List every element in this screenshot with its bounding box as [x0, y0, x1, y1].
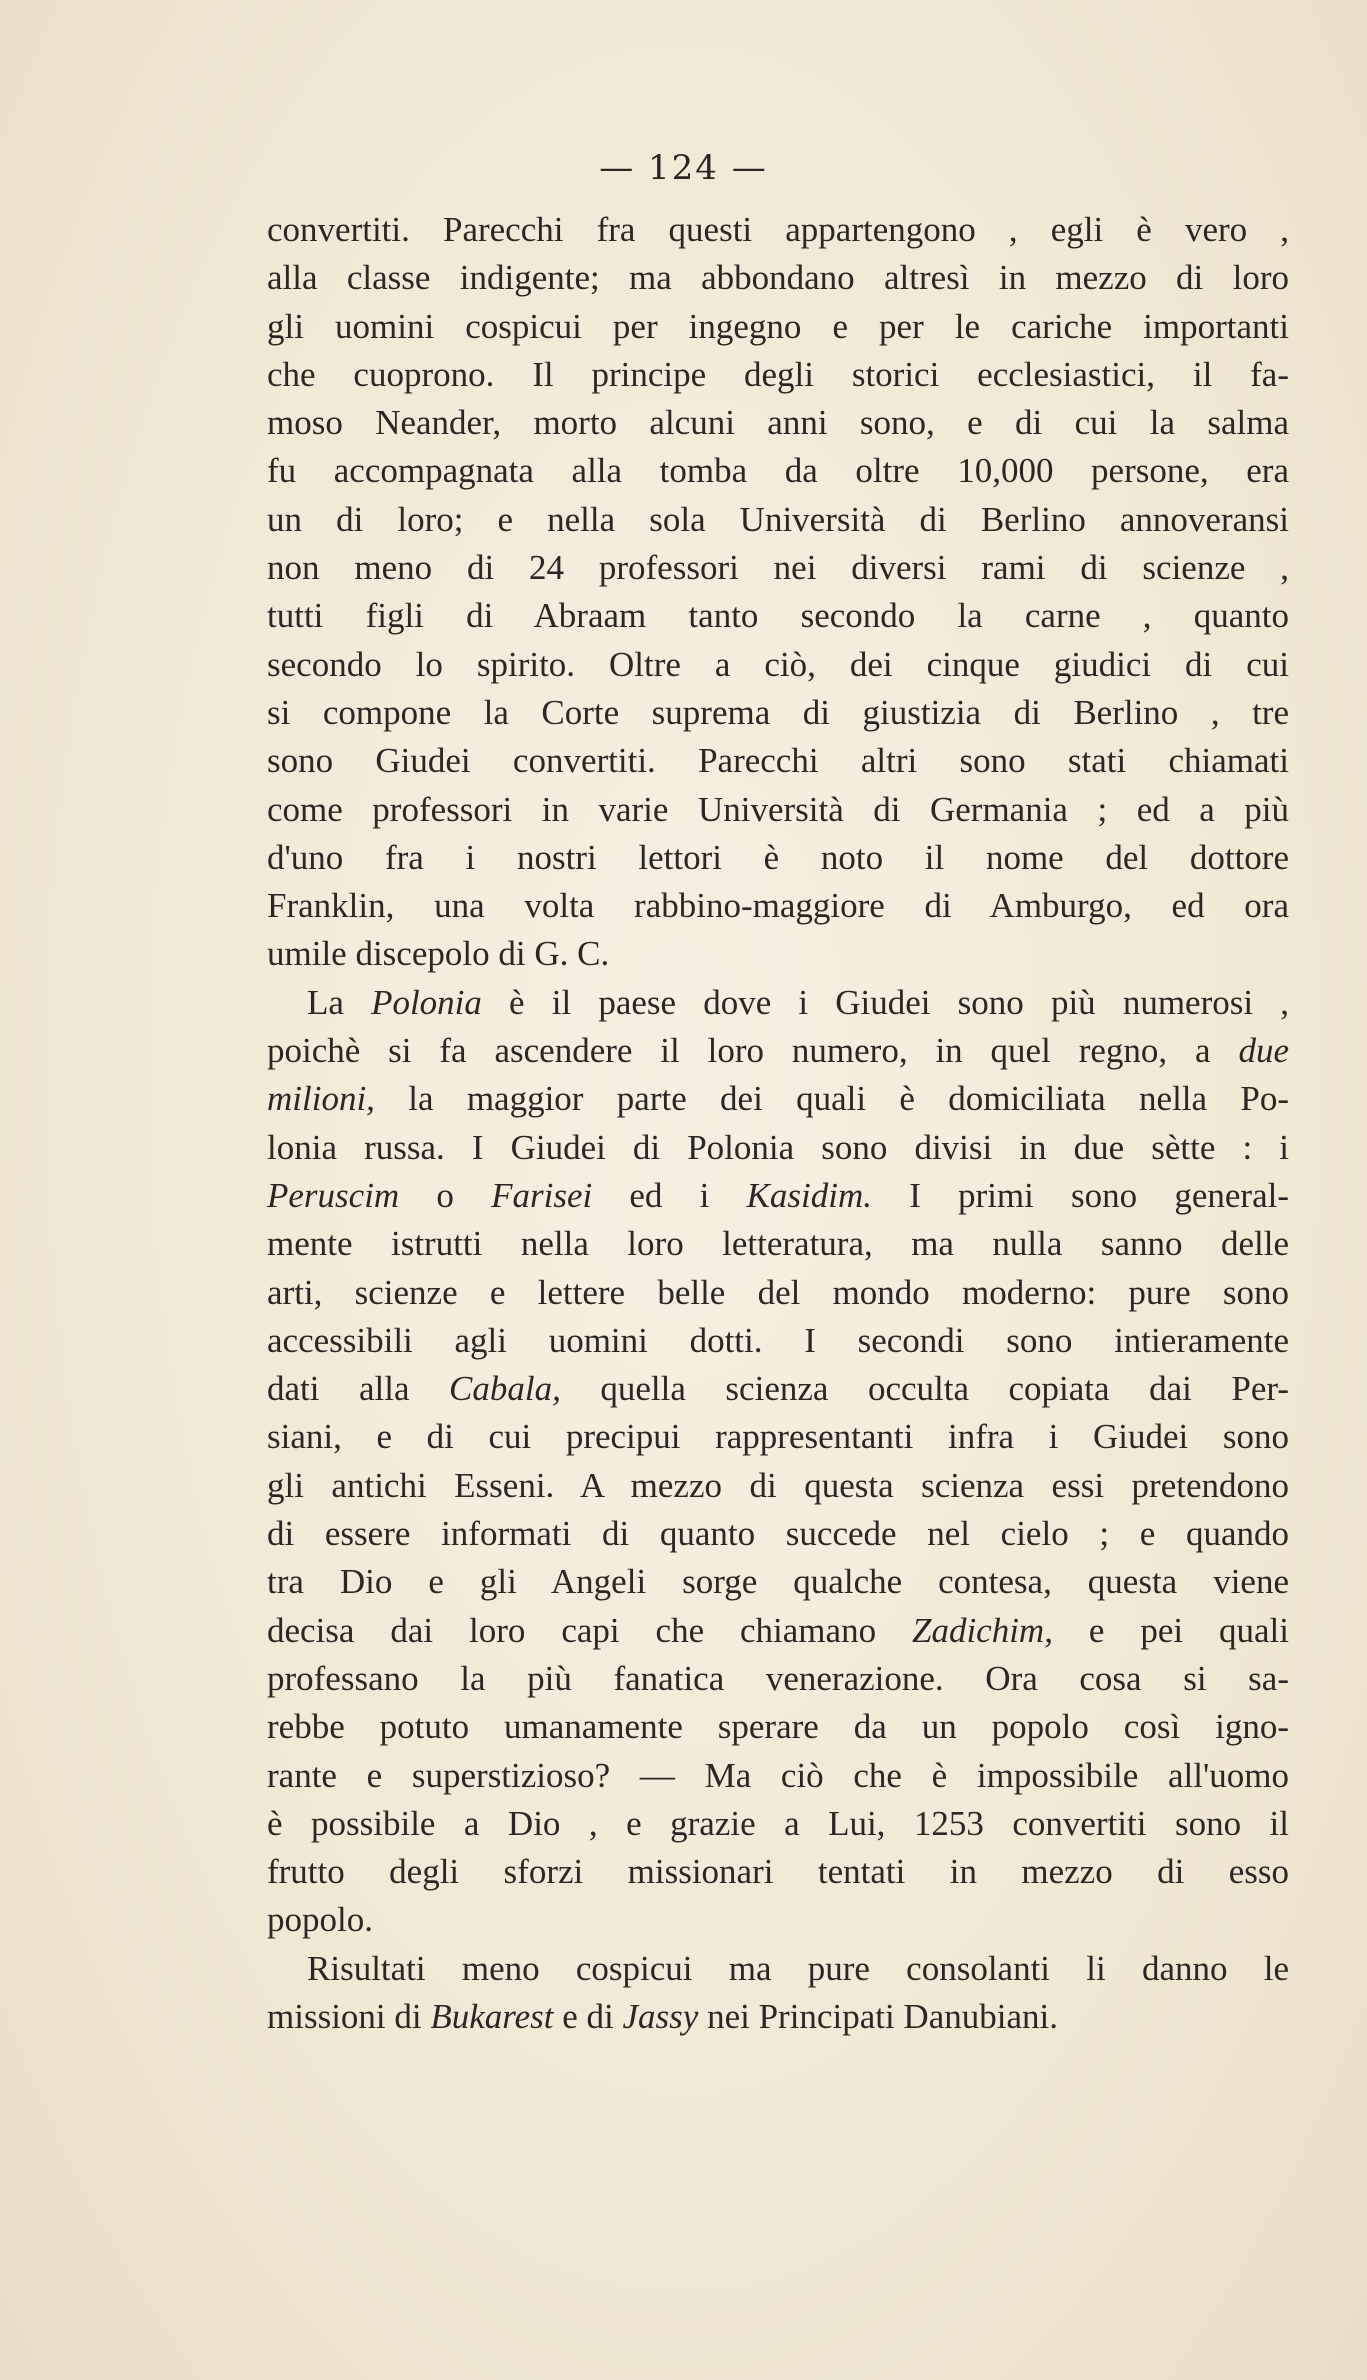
text-line-content: Risultati meno cospicui ma pure consolanti li danno le	[307, 1948, 1289, 1988]
text-line	[267, 1075, 1289, 1123]
text-line	[267, 930, 1289, 978]
text-line-content: non meno di 24 professori nei diversi rami di scienze ,	[267, 548, 1289, 588]
text-line	[267, 1703, 1289, 1751]
text-segment: è il paese dove i Giudei sono più numerosi ,	[481, 982, 1289, 1022]
text-line-content: sono Giudei convertiti. Parecchi altri sono stati chiamati	[267, 741, 1289, 781]
text-line-content: professano la più fanatica venerazione. Ora cosa si sa-	[267, 1658, 1289, 1698]
text-line	[267, 1800, 1289, 1848]
text-segment: quella scienza occulta copiata dai Per-	[560, 1369, 1289, 1409]
italic-text: due	[1238, 1031, 1289, 1071]
text-line-content: fu accompagnata alla tomba da oltre 10,000 persone, era	[267, 451, 1289, 491]
page-number: — 124 —	[599, 148, 768, 188]
text-line	[267, 1269, 1289, 1317]
text-line	[267, 979, 1289, 1027]
text-line-content: si compone la Corte suprema di giustizia di Berlino , tre	[267, 692, 1289, 732]
text-line	[267, 1027, 1289, 1075]
text-segment: dati alla	[267, 1369, 450, 1409]
text-segment: La	[307, 982, 372, 1022]
text-segment: decisa dai loro capi che chiamano	[267, 1610, 912, 1650]
text-line	[267, 689, 1289, 737]
text-line	[267, 206, 1289, 254]
italic-text: Farisei	[491, 1175, 593, 1215]
text-segment: missioni di	[267, 1996, 431, 2036]
text-line	[267, 1896, 1289, 1944]
text-line-content: mente istrutti nella loro letteratura, ma nulla sanno delle	[267, 1224, 1289, 1264]
text-line	[267, 1848, 1289, 1896]
text-line	[267, 786, 1289, 834]
text-line-content: rante e superstizioso? — Ma ciò che è impossibile all'uomo	[267, 1755, 1289, 1795]
text-line	[267, 1993, 1289, 2041]
text-line-content: gli uomini cospicui per ingegno e per le cariche importanti	[267, 306, 1289, 346]
text-line-content: di essere informati di quanto succede nel cielo ; e quando	[267, 1514, 1289, 1554]
text-segment: la maggior parte dei quali è domiciliata nella Po-	[374, 1079, 1289, 1119]
text-line-content: popolo.	[267, 1900, 373, 1940]
text-line	[267, 447, 1289, 495]
text-line	[267, 1945, 1289, 1993]
text-segment: nei Principati Danubiani.	[698, 1996, 1058, 2036]
text-line	[267, 1124, 1289, 1172]
text-line	[267, 399, 1289, 447]
text-line	[267, 737, 1289, 785]
text-line	[267, 1365, 1289, 1413]
text-line-content: umile discepolo di G. C.	[267, 934, 610, 974]
text-line-content: un di loro; e nella sola Università di Berlino annoveransi	[267, 499, 1289, 539]
text-line	[267, 351, 1289, 399]
text-line-content: siani, e di cui precipui rappresentanti infra i Giudei sono	[267, 1417, 1289, 1457]
text-line	[267, 544, 1289, 592]
body-text	[267, 206, 1289, 2041]
italic-text: Jassy	[622, 1996, 699, 2036]
italic-text: Kasidim.	[746, 1175, 872, 1215]
text-line	[267, 1413, 1289, 1461]
text-line-content: tutti figli di Abraam tanto secondo la carne , quanto	[267, 596, 1289, 636]
text-segment: ed i	[592, 1175, 747, 1215]
text-line-content: convertiti. Parecchi fra questi appartengono , egli è vero ,	[267, 210, 1289, 249]
text-line-content: d'uno fra i nostri lettori è noto il nome del dottore	[267, 837, 1289, 877]
text-line	[267, 1317, 1289, 1365]
text-line-content: lonia russa. I Giudei di Polonia sono divisi in due sètte : i	[267, 1127, 1289, 1167]
italic-text: Zadichim,	[911, 1610, 1053, 1650]
text-line	[267, 1752, 1289, 1800]
text-segment: I primi sono general-	[872, 1175, 1289, 1215]
text-line-content: moso Neander, morto alcuni anni sono, e di cui la salma	[267, 403, 1289, 443]
text-line-content: è possibile a Dio , e grazie a Lui, 1253 convertiti sono il	[267, 1803, 1289, 1843]
text-line	[267, 1607, 1289, 1655]
text-line	[267, 1510, 1289, 1558]
italic-text: Cabala,	[449, 1369, 561, 1409]
text-segment: e pei quali	[1052, 1610, 1289, 1650]
italic-text: Polonia	[371, 982, 482, 1022]
text-line-content: frutto degli sforzi missionari tentati in mezzo di esso	[267, 1852, 1289, 1892]
text-line-content: accessibili agli uomini dotti. I secondi sono intieramente	[267, 1320, 1289, 1360]
text-line-content: Franklin, una volta rabbino-maggiore di Amburgo, ed ora	[267, 886, 1289, 926]
text-line-content: arti, scienze e lettere belle del mondo moderno: pure sono	[267, 1272, 1289, 1312]
text-line-content: alla classe indigente; ma abbondano altresì in mezzo di loro	[267, 258, 1289, 298]
text-line	[267, 254, 1289, 302]
text-line	[267, 1462, 1289, 1510]
italic-text: Peruscim	[267, 1175, 400, 1215]
text-segment: o	[399, 1175, 492, 1215]
text-line	[267, 641, 1289, 689]
italic-text: milioni,	[267, 1079, 375, 1119]
text-line-content: tra Dio e gli Angeli sorge qualche contesa, questa viene	[267, 1562, 1289, 1602]
text-line	[267, 882, 1289, 930]
text-line-content: gli antichi Esseni. A mezzo di questa scienza essi pretendono	[267, 1465, 1289, 1505]
text-line-content: che cuoprono. Il principe degli storici ecclesiastici, il fa-	[267, 354, 1289, 394]
text-line	[267, 496, 1289, 544]
text-line	[267, 592, 1289, 640]
text-line	[267, 1172, 1289, 1220]
italic-text: Bukarest	[430, 1996, 554, 2036]
text-line-content: rebbe potuto umanamente sperare da un popolo così igno-	[267, 1707, 1289, 1747]
text-line	[267, 1220, 1289, 1268]
text-line-content: secondo lo spirito. Oltre a ciò, dei cinque giudici di cui	[267, 644, 1289, 684]
text-line	[267, 834, 1289, 882]
text-line	[267, 1558, 1289, 1606]
text-line	[267, 303, 1289, 351]
text-line-content: come professori in varie Università di Germania ; ed a più	[267, 789, 1289, 829]
text-segment: e di	[553, 1996, 623, 2036]
text-line	[267, 1655, 1289, 1703]
text-segment: poichè si fa ascendere il loro numero, in quel regno, a	[267, 1031, 1239, 1071]
